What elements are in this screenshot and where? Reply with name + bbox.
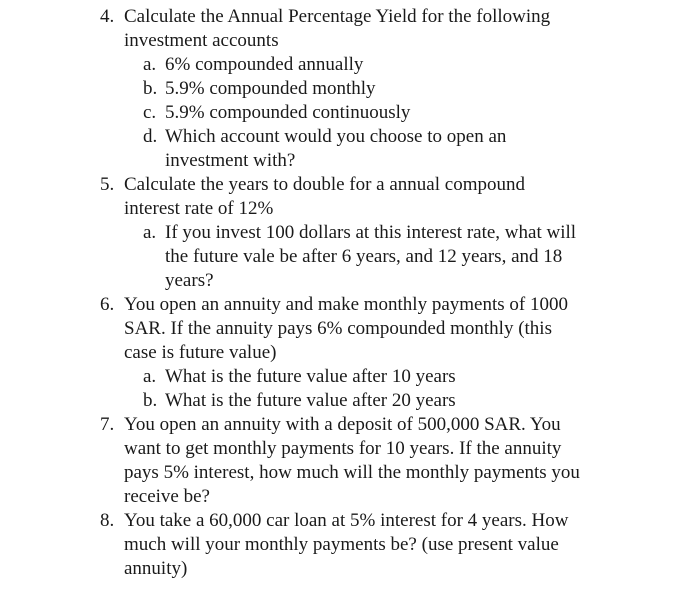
question-line: You open an annuity and make monthly payments of 1000 bbox=[124, 294, 568, 315]
question-number: 6. bbox=[100, 294, 115, 315]
question-7 bbox=[100, 413, 640, 509]
subitem-4c bbox=[143, 101, 640, 125]
subitem-line: If you invest 100 dollars at this interest rate, what will bbox=[165, 222, 577, 243]
subitem-letter: a. bbox=[143, 54, 157, 75]
subitem-4b bbox=[143, 77, 640, 101]
subitem-text: 5.9% compounded continuously bbox=[165, 102, 411, 123]
question-line: pays 5% interest, how much will the monthly payments you bbox=[124, 462, 580, 483]
question-text bbox=[124, 509, 640, 581]
question-6 bbox=[100, 293, 640, 413]
subitem-letter: a. bbox=[143, 366, 157, 387]
subitem-letter: a. bbox=[143, 222, 157, 243]
question-line: You open an annuity with a deposit of 500,000 SAR. You bbox=[124, 414, 561, 435]
question-line: investment accounts bbox=[124, 30, 279, 51]
subitem-letter: d. bbox=[143, 126, 158, 147]
subitem-4d bbox=[143, 125, 640, 173]
question-number: 5. bbox=[100, 174, 115, 195]
subitem-6b bbox=[143, 389, 640, 413]
subitem-text bbox=[165, 221, 640, 293]
question-text bbox=[124, 5, 640, 53]
question-8 bbox=[100, 509, 640, 581]
question-5 bbox=[100, 173, 640, 293]
question-line: You take a 60,000 car loan at 5% interest for 4 years. How bbox=[124, 510, 569, 531]
question-line: receive be? bbox=[124, 486, 210, 507]
question-line: want to get monthly payments for 10 years. If the annuity bbox=[124, 438, 562, 459]
question-line: SAR. If the annuity pays 6% compounded monthly (this bbox=[124, 318, 552, 339]
subitem-letter: b. bbox=[143, 78, 158, 99]
question-line: Calculate the years to double for a annual compound bbox=[124, 174, 525, 195]
subitem-line: years? bbox=[165, 270, 214, 291]
subitem-text: What is the future value after 10 years bbox=[165, 366, 456, 387]
subitem-line: Which account would you choose to open an bbox=[165, 126, 507, 147]
subitem-text: 5.9% compounded monthly bbox=[165, 78, 376, 99]
subitem-5a bbox=[143, 221, 640, 293]
question-text bbox=[124, 413, 640, 509]
question-text bbox=[124, 293, 640, 365]
question-line: much will your monthly payments be? (use present value bbox=[124, 534, 559, 555]
question-number: 7. bbox=[100, 414, 115, 435]
subitem-letter: b. bbox=[143, 390, 158, 411]
subitem-line: the future vale be after 6 years, and 12 years, and 18 bbox=[165, 246, 563, 267]
subitem-line: investment with? bbox=[165, 150, 296, 171]
question-line: case is future value) bbox=[124, 342, 277, 363]
subitem-4a bbox=[143, 53, 640, 77]
subitem-text: 6% compounded annually bbox=[165, 54, 364, 75]
subitem-text: What is the future value after 20 years bbox=[165, 390, 456, 411]
subitem-letter: c. bbox=[143, 102, 157, 123]
subitem-text bbox=[165, 125, 640, 173]
question-number: 4. bbox=[100, 6, 115, 27]
question-line: interest rate of 12% bbox=[124, 198, 274, 219]
question-line: Calculate the Annual Percentage Yield for the following bbox=[124, 6, 551, 27]
question-line: annuity) bbox=[124, 558, 188, 579]
question-number: 8. bbox=[100, 510, 115, 531]
question-4 bbox=[100, 5, 640, 173]
subitem-6a bbox=[143, 365, 640, 389]
question-text bbox=[124, 173, 640, 221]
